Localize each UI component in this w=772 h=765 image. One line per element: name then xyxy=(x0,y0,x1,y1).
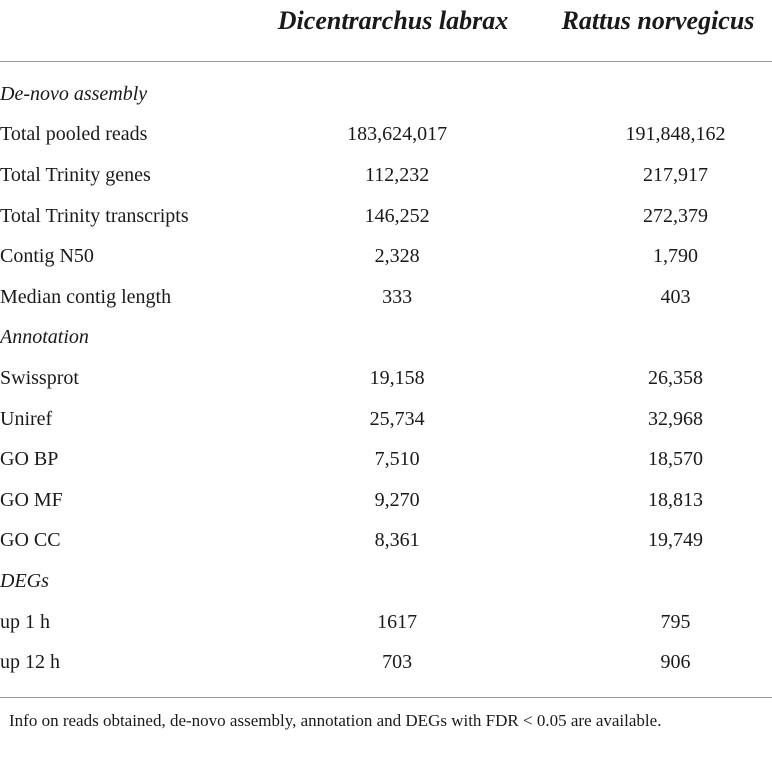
value-species-2 xyxy=(579,74,772,115)
table-row xyxy=(0,480,772,521)
table-header xyxy=(0,0,772,58)
column-spacer xyxy=(490,115,579,156)
table-row xyxy=(0,602,772,643)
row-label: Uniref xyxy=(0,407,53,430)
column-spacer xyxy=(490,521,579,562)
column-spacer xyxy=(490,642,579,683)
row-label: up 1 h xyxy=(0,610,50,633)
value-species-1 xyxy=(305,318,490,359)
value-species-1 xyxy=(305,74,490,115)
row-label: Total pooled reads xyxy=(0,123,148,146)
table-row xyxy=(0,196,772,237)
column-spacer xyxy=(490,439,579,480)
table-row xyxy=(0,439,772,480)
column-spacer xyxy=(490,318,579,359)
value-species-1: 7,510 xyxy=(374,448,420,471)
footer-divider xyxy=(0,697,772,698)
table-row xyxy=(0,115,772,156)
value-species-2: 1,790 xyxy=(652,245,698,268)
column-spacer xyxy=(490,196,579,237)
value-species-1: 146,252 xyxy=(364,204,430,227)
value-species-2: 19,749 xyxy=(647,529,703,552)
table-row xyxy=(0,358,772,399)
value-species-2: 795 xyxy=(660,610,691,633)
row-label: GO MF xyxy=(0,488,63,511)
table-row xyxy=(0,277,772,318)
value-species-1: 2,328 xyxy=(374,245,420,268)
value-species-1: 333 xyxy=(382,285,413,308)
value-species-2: 32,968 xyxy=(647,407,703,430)
data-table xyxy=(0,74,772,683)
value-species-2: 191,848,162 xyxy=(625,123,726,146)
value-species-2: 18,813 xyxy=(647,488,703,511)
value-species-1 xyxy=(305,561,490,602)
column-spacer xyxy=(490,561,579,602)
column-header-species-2: Rattus norvegicus xyxy=(561,6,755,35)
table-row xyxy=(0,521,772,562)
value-species-1: 1617 xyxy=(377,610,418,633)
value-species-1: 19,158 xyxy=(369,366,425,389)
section-row xyxy=(0,561,772,602)
table-row xyxy=(0,236,772,277)
section-row xyxy=(0,74,772,115)
row-label: GO CC xyxy=(0,529,61,552)
value-species-2: 217,917 xyxy=(642,163,708,186)
row-label: Median contig length xyxy=(0,285,172,308)
value-species-2 xyxy=(579,318,772,359)
section-row xyxy=(0,318,772,359)
section-label: Annotation xyxy=(0,326,89,349)
row-label: Total Trinity transcripts xyxy=(0,204,189,227)
column-spacer xyxy=(490,602,579,643)
row-label: Contig N50 xyxy=(0,245,94,268)
row-label: Total Trinity genes xyxy=(0,163,151,186)
table-row xyxy=(0,155,772,196)
value-species-1: 8,361 xyxy=(374,529,420,552)
column-spacer xyxy=(490,74,579,115)
table-row xyxy=(0,642,772,683)
row-label: up 12 h xyxy=(0,651,60,674)
value-species-2: 18,570 xyxy=(647,448,703,471)
column-spacer xyxy=(490,155,579,196)
value-species-2: 26,358 xyxy=(647,366,703,389)
row-label: Swissprot xyxy=(0,366,79,389)
value-species-1: 112,232 xyxy=(365,163,430,186)
column-spacer xyxy=(490,236,579,277)
value-species-1: 703 xyxy=(382,651,413,674)
table-body xyxy=(0,74,772,683)
value-species-2: 272,379 xyxy=(642,204,708,227)
value-species-2 xyxy=(579,561,772,602)
value-species-1: 9,270 xyxy=(374,488,420,511)
column-spacer xyxy=(490,277,579,318)
value-species-2: 906 xyxy=(660,651,691,674)
row-label: GO BP xyxy=(0,448,59,471)
value-species-2: 403 xyxy=(660,285,691,308)
header-divider xyxy=(0,61,772,62)
value-species-1: 183,624,017 xyxy=(347,123,448,146)
table-footnote: Info on reads obtained, de-novo assembly, annotation and DEGs with FDR < 0.05 are available. xyxy=(9,711,662,730)
column-spacer xyxy=(490,358,579,399)
table-row xyxy=(0,399,772,440)
column-header-species-1: Dicentrarchus labrax xyxy=(277,6,509,35)
column-spacer xyxy=(490,399,579,440)
section-label: DEGs xyxy=(0,569,49,592)
column-spacer xyxy=(490,480,579,521)
value-species-1: 25,734 xyxy=(369,407,425,430)
section-label: De-novo assembly xyxy=(0,82,148,105)
